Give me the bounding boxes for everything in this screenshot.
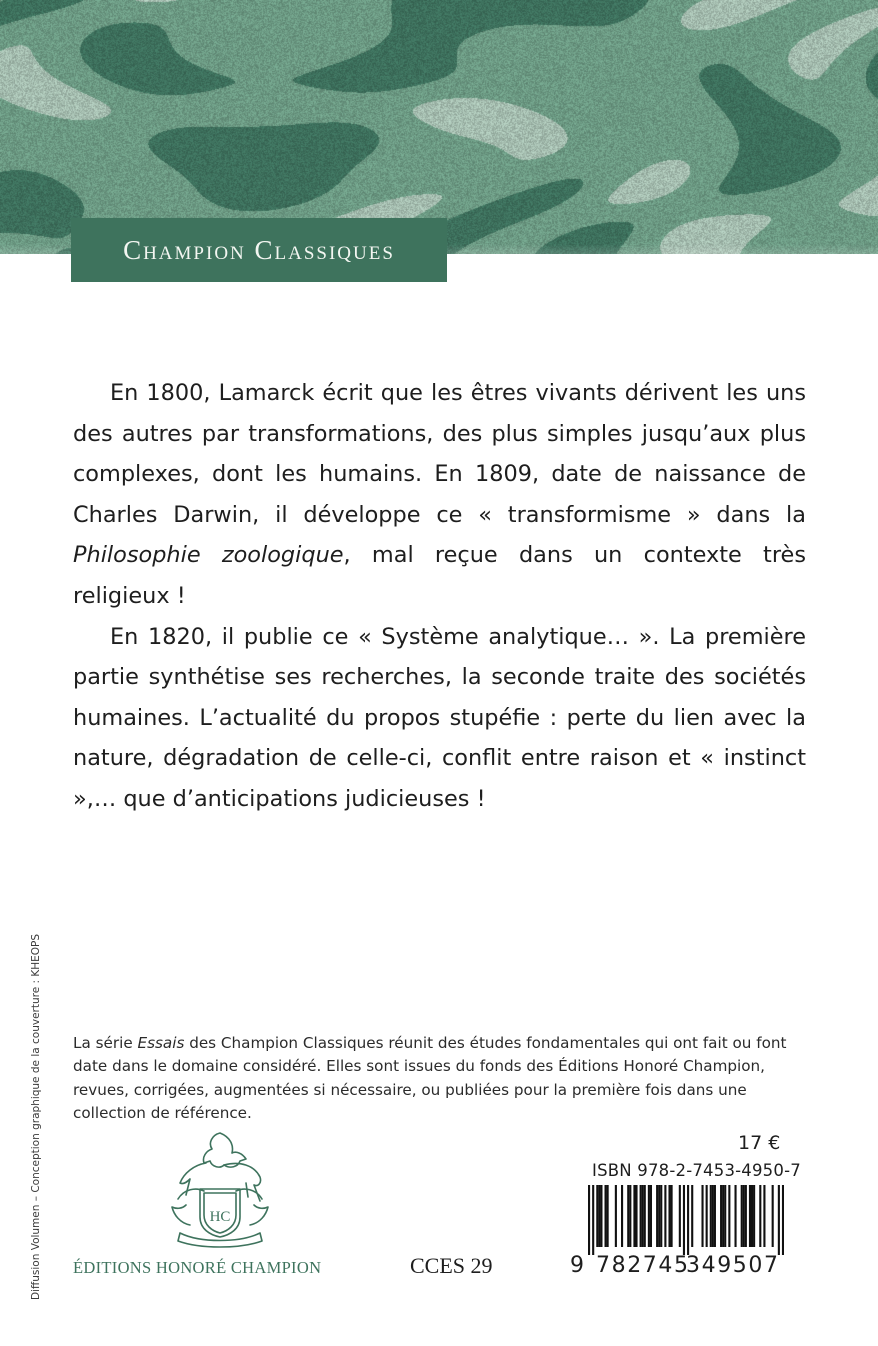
barcode-bar xyxy=(658,1185,660,1247)
barcode-digit-first: 9 xyxy=(570,1253,586,1278)
barcode-bar xyxy=(635,1185,637,1247)
barcode-bar xyxy=(720,1185,722,1247)
barcode-bar xyxy=(743,1185,745,1247)
marbled-pattern-band xyxy=(0,0,878,254)
barcode-bar xyxy=(640,1185,642,1247)
price: 17 € xyxy=(738,1132,781,1154)
barcode-bar xyxy=(592,1185,594,1255)
barcode-bar xyxy=(642,1185,644,1247)
barcode-bar xyxy=(629,1185,631,1247)
barcode-bar xyxy=(772,1185,774,1247)
barcode-icon xyxy=(588,1185,784,1255)
publisher-name: ÉDITIONS HONORÉ CHAMPION xyxy=(73,1258,322,1277)
barcode-bar xyxy=(656,1185,658,1247)
vertical-credits: Diffusion Volumen – Conception graphique de la couverture : KHEOPS xyxy=(30,933,42,1300)
barcode-bar xyxy=(621,1185,623,1247)
isbn-label: ISBN 978-2-7453-4950-7 xyxy=(592,1161,801,1180)
barcode-bar xyxy=(648,1185,650,1247)
barcode-bar xyxy=(706,1185,708,1247)
barcode-bar xyxy=(683,1185,685,1255)
logo-monogram: HC xyxy=(209,1209,231,1225)
barcode-bar xyxy=(724,1185,726,1247)
barcode-bar xyxy=(763,1185,765,1247)
barcode-bar xyxy=(749,1185,751,1247)
barcode-bar xyxy=(751,1185,753,1247)
barcode-bar xyxy=(753,1185,755,1247)
barcode-bar xyxy=(734,1185,736,1247)
barcode-bar xyxy=(728,1185,730,1247)
barcode-bar xyxy=(664,1185,666,1247)
back-cover-blurb xyxy=(73,373,806,820)
barcode-bar xyxy=(782,1185,784,1255)
barcode-bar xyxy=(668,1185,670,1247)
blurb-paragraph-1: En 1800, Lamarck écrit que les êtres vivants dérivent les uns des autres par transformations, des plus simples jusqu’aux plus complexes, dont les humains. En 1809, date de naissance de Charles Darwin, il développe ce « transformisme » dans la Philosophie zoologique, mal reçue dans un contexte très religieux ! xyxy=(73,380,806,609)
barcode-bar xyxy=(627,1185,629,1247)
barcode-bar xyxy=(778,1185,780,1255)
barcode-bar xyxy=(650,1185,652,1247)
series-note: La série Essais des Champion Classiques réunit des études fondamentales qui ont fait ou font date dans le domaine considéré. Elles sont issues du fonds des Éditions Honoré Champion, revues, corrigées, augmentées si nécessaire, ou publiées pour la première fois dans une collection de référence. xyxy=(73,1034,787,1123)
barcode-bar xyxy=(633,1185,635,1247)
barcode-bar xyxy=(644,1185,646,1247)
series-badge xyxy=(71,218,447,282)
series-label: Champion Classiques xyxy=(123,234,395,265)
barcode-bar xyxy=(679,1185,681,1247)
barcode-bar xyxy=(712,1185,714,1247)
barcode-bar xyxy=(605,1185,607,1247)
barcode-bar xyxy=(615,1185,617,1247)
book-title-italic: Philosophie zoologique xyxy=(73,542,344,569)
barcode-digits xyxy=(570,1253,784,1283)
barcode-digits-right: 349507 xyxy=(686,1253,780,1278)
barcode-digits-left: 782745 xyxy=(596,1253,690,1278)
barcode-bar xyxy=(588,1185,590,1255)
barcode-bar xyxy=(710,1185,712,1247)
barcode-bar xyxy=(745,1185,747,1247)
barcode-bar xyxy=(598,1185,600,1247)
barcode-bar xyxy=(714,1185,716,1247)
barcode-bar xyxy=(607,1185,609,1247)
barcode-bar xyxy=(701,1185,703,1247)
barcode-bar xyxy=(596,1185,598,1247)
blurb-paragraph-2: En 1820, il publie ce « Système analytique… ». La première partie synthétise ses recherches, la seconde traite des sociétés humaines. L’actualité du propos stupéfie : perte du lien avec la nature, dégradation de celle-ci, conflit entre raison et « instinct »,… que d’anticipations judicieuses ! xyxy=(73,623,806,812)
barcode-bar xyxy=(600,1185,602,1247)
barcode-bar xyxy=(741,1185,743,1247)
barcode-bar xyxy=(671,1185,673,1247)
barcode-bar xyxy=(687,1185,689,1255)
barcode-bar xyxy=(691,1185,693,1247)
barcode-bar xyxy=(660,1185,662,1247)
barcode-bar xyxy=(759,1185,761,1247)
publisher-logo-icon xyxy=(150,1125,290,1253)
barcode-bar xyxy=(722,1185,724,1247)
series-name-italic: Essais xyxy=(137,1034,185,1052)
catalog-code: CCES 29 xyxy=(410,1253,493,1278)
